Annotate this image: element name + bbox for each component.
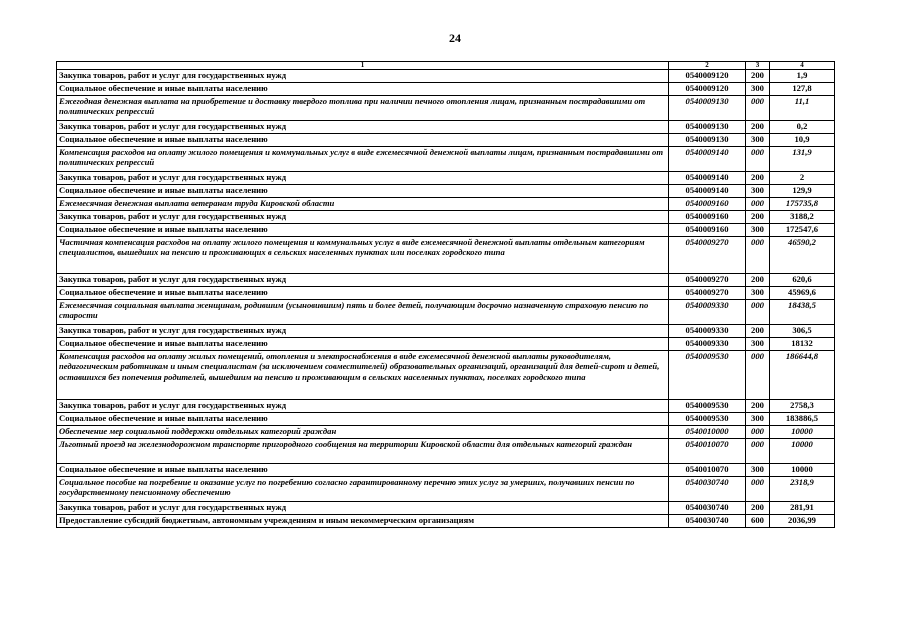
table-row xyxy=(57,439,835,464)
row-code: 0540009160 xyxy=(669,211,746,224)
row-code: 0540009270 xyxy=(669,287,746,300)
table-row xyxy=(57,413,835,426)
table-row xyxy=(57,121,835,134)
row-description: Социальное обеспечение и иные выплаты населению xyxy=(57,224,669,237)
table-row xyxy=(57,300,835,325)
row-description: Закупка товаров, работ и услуг для государственных нужд xyxy=(57,211,669,224)
row-amount: 10000 xyxy=(770,426,835,439)
row-expense-type: 300 xyxy=(746,287,770,300)
column-header-1: 1 xyxy=(57,62,669,70)
table-row xyxy=(57,83,835,96)
row-expense-type: 000 xyxy=(746,300,770,325)
row-expense-type: 300 xyxy=(746,185,770,198)
row-description: Закупка товаров, работ и услуг для государственных нужд xyxy=(57,502,669,515)
column-header-4: 4 xyxy=(770,62,835,70)
row-code: 0540010070 xyxy=(669,439,746,464)
row-amount: 306,5 xyxy=(770,325,835,338)
row-expense-type: 000 xyxy=(746,147,770,172)
table-row xyxy=(57,198,835,211)
row-code: 0540030740 xyxy=(669,502,746,515)
row-code: 0540010070 xyxy=(669,464,746,477)
row-description: Частичная компенсация расходов на оплату жилого помещения и коммунальных услуг в виде ежемесячной денежной выплаты отдельным категориям специалистов, вышедших на пенсию и проживающих в сельских населенных пунктах или поселках городского типа xyxy=(57,237,669,274)
row-code: 0540009270 xyxy=(669,274,746,287)
table-row xyxy=(57,464,835,477)
row-description: Ежемесячная денежная выплата ветеранам труда Кировской области xyxy=(57,198,669,211)
row-expense-type: 000 xyxy=(746,477,770,502)
table-row xyxy=(57,134,835,147)
row-code: 0540009120 xyxy=(669,83,746,96)
table-row xyxy=(57,400,835,413)
row-amount: 11,1 xyxy=(770,96,835,121)
row-code: 0540009120 xyxy=(669,70,746,83)
table-row xyxy=(57,287,835,300)
row-description: Социальное обеспечение и иные выплаты населению xyxy=(57,413,669,426)
row-expense-type: 000 xyxy=(746,237,770,274)
row-expense-type: 000 xyxy=(746,426,770,439)
table-row xyxy=(57,477,835,502)
row-description: Социальное пособие на погребение и оказание услуг по погребению согласно гарантированному перечню этих услуг за умерших, получавших пенсии по государственному пенсионному обеспечению xyxy=(57,477,669,502)
row-code: 0540009140 xyxy=(669,147,746,172)
row-description: Предоставление субсидий бюджетным, автономным учреждениям и иным некоммерческим организациям xyxy=(57,515,669,528)
row-amount: 3188,2 xyxy=(770,211,835,224)
table-header-row xyxy=(57,62,835,70)
row-expense-type: 200 xyxy=(746,502,770,515)
row-amount: 127,8 xyxy=(770,83,835,96)
row-description: Закупка товаров, работ и услуг для государственных нужд xyxy=(57,274,669,287)
row-amount: 620,6 xyxy=(770,274,835,287)
row-expense-type: 300 xyxy=(746,464,770,477)
row-description: Социальное обеспечение и иные выплаты населению xyxy=(57,338,669,351)
table-row xyxy=(57,185,835,198)
row-amount: 18132 xyxy=(770,338,835,351)
row-description: Компенсация расходов на оплату жилого помещения и коммунальных услуг в виде ежемесячной денежной выплаты лицам, признанным пострадавшими от политических репрессий xyxy=(57,147,669,172)
row-description: Ежегодная денежная выплата на приобретение и доставку твердого топлива при наличии печного отопления лицам, признанным пострадавшими от политических репрессий xyxy=(57,96,669,121)
row-description: Закупка товаров, работ и услуг для государственных нужд xyxy=(57,121,669,134)
row-description: Социальное обеспечение и иные выплаты населению xyxy=(57,134,669,147)
row-amount: 2318,9 xyxy=(770,477,835,502)
row-amount: 46590,2 xyxy=(770,237,835,274)
row-code: 0540009160 xyxy=(669,224,746,237)
row-description: Обеспечение мер социальной поддержки отдельных категорий граждан xyxy=(57,426,669,439)
row-description: Ежемесячная социальная выплата женщинам, родившим (усыновившим) пять и более детей, получающим досрочно назначенную страховую пенсию по старости xyxy=(57,300,669,325)
row-amount: 1,9 xyxy=(770,70,835,83)
row-amount: 2 xyxy=(770,172,835,185)
row-amount: 0,2 xyxy=(770,121,835,134)
row-expense-type: 200 xyxy=(746,400,770,413)
row-amount: 10000 xyxy=(770,464,835,477)
row-code: 0540010000 xyxy=(669,426,746,439)
table-row xyxy=(57,224,835,237)
table-row xyxy=(57,351,835,400)
page-number: 24 xyxy=(449,31,461,45)
row-description: Социальное обеспечение и иные выплаты населению xyxy=(57,464,669,477)
table-row xyxy=(57,325,835,338)
table-row xyxy=(57,147,835,172)
row-amount: 172547,6 xyxy=(770,224,835,237)
row-expense-type: 300 xyxy=(746,338,770,351)
row-expense-type: 300 xyxy=(746,83,770,96)
row-code: 0540009530 xyxy=(669,400,746,413)
row-code: 0540009130 xyxy=(669,134,746,147)
row-amount: 10000 xyxy=(770,439,835,464)
row-description: Закупка товаров, работ и услуг для государственных нужд xyxy=(57,400,669,413)
column-header-2: 2 xyxy=(669,62,746,70)
row-description: Социальное обеспечение и иные выплаты населению xyxy=(57,185,669,198)
row-expense-type: 200 xyxy=(746,70,770,83)
row-amount: 18438,5 xyxy=(770,300,835,325)
table-row xyxy=(57,502,835,515)
table-row xyxy=(57,426,835,439)
table-row xyxy=(57,237,835,274)
row-expense-type: 000 xyxy=(746,96,770,121)
row-expense-type: 200 xyxy=(746,211,770,224)
table-row xyxy=(57,515,835,528)
row-expense-type: 300 xyxy=(746,224,770,237)
row-description: Закупка товаров, работ и услуг для государственных нужд xyxy=(57,70,669,83)
row-amount: 281,91 xyxy=(770,502,835,515)
row-expense-type: 000 xyxy=(746,198,770,211)
row-code: 0540009130 xyxy=(669,96,746,121)
row-code: 0540009160 xyxy=(669,198,746,211)
row-code: 0540009330 xyxy=(669,300,746,325)
row-description: Закупка товаров, работ и услуг для государственных нужд xyxy=(57,172,669,185)
row-description: Социальное обеспечение и иные выплаты населению xyxy=(57,287,669,300)
row-expense-type: 200 xyxy=(746,325,770,338)
row-expense-type: 200 xyxy=(746,121,770,134)
row-expense-type: 200 xyxy=(746,172,770,185)
row-expense-type: 600 xyxy=(746,515,770,528)
row-amount: 186644,8 xyxy=(770,351,835,400)
row-expense-type: 300 xyxy=(746,134,770,147)
row-code: 0540009530 xyxy=(669,413,746,426)
row-description: Компенсация расходов на оплату жилых помещений, отопления и электроснабжения в виде ежемесячной денежной выплаты руководителям, педагогическим работникам и иным специалистам (за исключением совместителей) образовательных организаций, организаций для детей-сирот и детей, оставшихся без попечения родителей, вышедшим на пенсию и проживающим в сельских населенных пунктах, поселках городского типа xyxy=(57,351,669,400)
row-expense-type: 000 xyxy=(746,351,770,400)
row-amount: 2036,99 xyxy=(770,515,835,528)
row-amount: 2758,3 xyxy=(770,400,835,413)
table-row xyxy=(57,338,835,351)
table-row xyxy=(57,96,835,121)
row-amount: 175735,8 xyxy=(770,198,835,211)
table-row xyxy=(57,211,835,224)
table-row xyxy=(57,274,835,287)
row-description: Льготный проезд на железнодорожном транспорте пригородного сообщения на территории Кировской области для отдельных категорий граждан xyxy=(57,439,669,464)
row-expense-type: 000 xyxy=(746,439,770,464)
row-code: 0540009130 xyxy=(669,121,746,134)
row-code: 0540009270 xyxy=(669,237,746,274)
row-expense-type: 200 xyxy=(746,274,770,287)
row-amount: 131,9 xyxy=(770,147,835,172)
row-code: 0540009140 xyxy=(669,185,746,198)
row-code: 0540009530 xyxy=(669,351,746,400)
row-code: 0540030740 xyxy=(669,477,746,502)
row-amount: 10,9 xyxy=(770,134,835,147)
row-description: Закупка товаров, работ и услуг для государственных нужд xyxy=(57,325,669,338)
table-row xyxy=(57,172,835,185)
row-amount: 183886,5 xyxy=(770,413,835,426)
row-amount: 129,9 xyxy=(770,185,835,198)
budget-table xyxy=(56,61,835,528)
row-amount: 45969,6 xyxy=(770,287,835,300)
row-description: Социальное обеспечение и иные выплаты населению xyxy=(57,83,669,96)
row-code: 0540009330 xyxy=(669,325,746,338)
row-code: 0540030740 xyxy=(669,515,746,528)
column-header-3: 3 xyxy=(746,62,770,70)
row-code: 0540009330 xyxy=(669,338,746,351)
row-expense-type: 300 xyxy=(746,413,770,426)
row-code: 0540009140 xyxy=(669,172,746,185)
table-row xyxy=(57,70,835,83)
